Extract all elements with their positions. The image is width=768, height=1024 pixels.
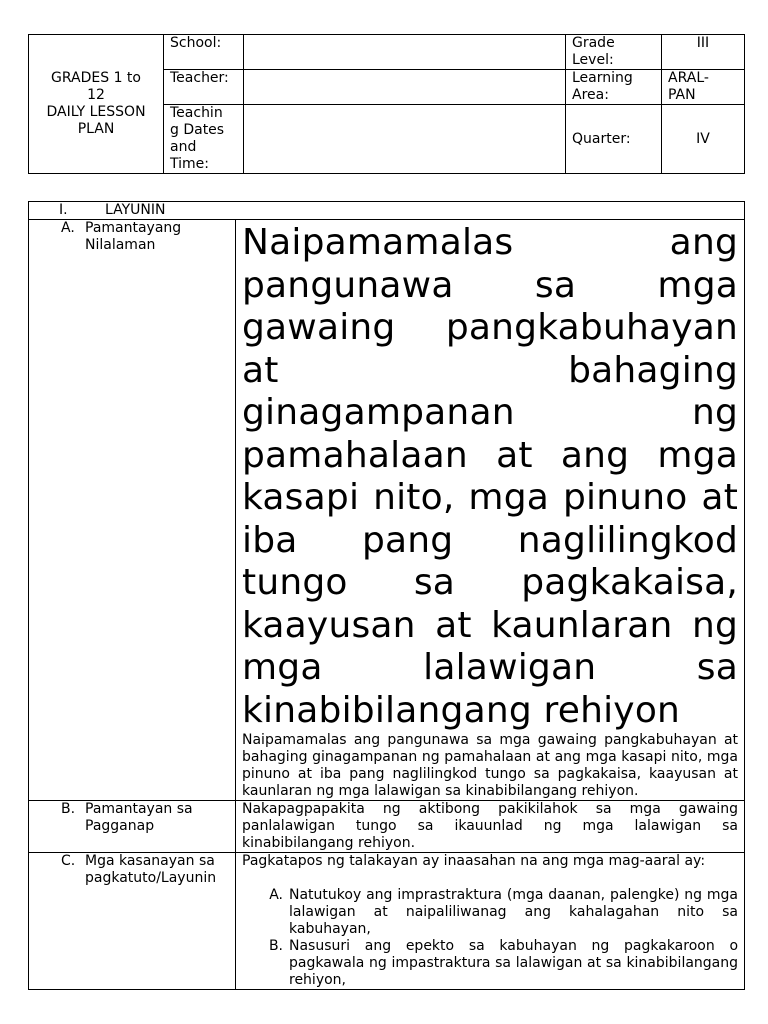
grade-level-label-line: Level: — [572, 52, 614, 68]
competencies-intro: Pagkatapos ng talakayan ay inaasahan na ang mga mag-aaral ay: — [242, 853, 706, 869]
teaching-dates-label-line: Time: — [170, 156, 209, 172]
plan-title-line: PLAN — [77, 121, 115, 137]
section-heading — [29, 202, 745, 220]
list-item — [242, 938, 738, 989]
section-number: I. — [59, 202, 68, 218]
quarter-label: Quarter: — [566, 105, 662, 174]
content-standard-text: Naipamamalas ang pangunawa sa mga gawaing pangkabuhayan at bahaging ginagampanan ng pamahalaan at ang mga kasapi nito, mga pinuno at iba pang naglilingkod tungo sa pagkakaisa, kaayusan at kaunlaran ng mga lalawigan sa kinabibilangang rehiyon. — [242, 732, 739, 799]
learning-area-label — [566, 70, 662, 105]
row-letter: B. — [61, 801, 76, 817]
learning-competencies-cell[interactable] — [236, 853, 745, 990]
row-label: Pamantayang Nilalaman — [85, 220, 182, 253]
teaching-dates-label-line: and — [170, 139, 197, 155]
plan-title-line: 12 — [87, 87, 105, 103]
plan-title — [29, 35, 164, 174]
performance-standard-label-cell — [29, 801, 236, 853]
teaching-dates-label-line: Teachin — [170, 105, 223, 121]
row-letter: A. — [61, 220, 75, 236]
lesson-plan-header-table — [28, 34, 745, 174]
learning-area-value-line: PAN — [668, 87, 696, 103]
learning-area-label-line: Learning — [572, 70, 633, 86]
learning-area-label-line: Area: — [572, 87, 609, 103]
section-title: LAYUNIN — [105, 202, 166, 218]
grade-level-label-line: Grade — [572, 35, 615, 51]
teaching-dates-field[interactable] — [244, 105, 566, 174]
plan-title-line: GRADES 1 to — [51, 70, 141, 86]
objectives-list — [242, 887, 738, 989]
list-item-text: Nasusuri ang epekto sa kabuhayan ng pagkakaroon o pagkawala ng impastraktura sa lalawigan at sa kinabibilangang rehiyon, — [289, 938, 739, 988]
list-item-marker: B. — [268, 938, 283, 954]
row-letter: C. — [61, 853, 76, 869]
teaching-dates-label-line: g Dates — [170, 122, 225, 138]
list-item-text: Natutukoy ang imprastraktura (mga daanan, palengke) ng mga lalawigan at naipaliliwanag ang kahalagahan nito sa kabuhayan, — [289, 887, 739, 937]
learning-competencies-label-cell — [29, 853, 236, 990]
row-label: Pamantayan sa Pagganap — [85, 801, 193, 834]
list-item — [242, 887, 738, 938]
row-label: Mga kasanayan sa pagkatuto/Layunin — [85, 853, 217, 886]
school-label: School: — [164, 35, 244, 70]
quarter-value[interactable]: IV — [662, 105, 745, 174]
list-item-marker: A. — [269, 887, 283, 903]
teaching-dates-label — [164, 105, 244, 174]
content-standard-label-cell — [29, 220, 236, 801]
school-field[interactable] — [244, 35, 566, 70]
teacher-field[interactable] — [244, 70, 566, 105]
content-standard-large-text: Naipamamalas ang pangunawa sa mga gawaing pangkabuhayan at bahaging ginagampanan ng pamahalaan at ang mga kasapi nito, mga pinuno at iba pang naglilingkod tungo sa pagkakaisa, kaayusan at kaunlaran ng mga lalawigan sa kinabibilangang rehiyon — [242, 222, 739, 731]
learning-area-value[interactable] — [662, 70, 745, 105]
content-standard-cell[interactable] — [236, 220, 745, 801]
objectives-table — [28, 201, 745, 990]
teacher-label: Teacher: — [164, 70, 244, 105]
grade-level-label — [566, 35, 662, 70]
learning-area-value-line: ARAL- — [668, 70, 709, 86]
performance-standard-text[interactable]: Nakapagpapakita ng aktibong pakikilahok sa mga gawaing panlalawigan tungo sa ikauunlad ng mga lalawigan sa kinabibilangang rehiyon. — [236, 801, 745, 853]
grade-level-value[interactable]: III — [662, 35, 745, 70]
plan-title-line: DAILY LESSON — [46, 104, 146, 120]
